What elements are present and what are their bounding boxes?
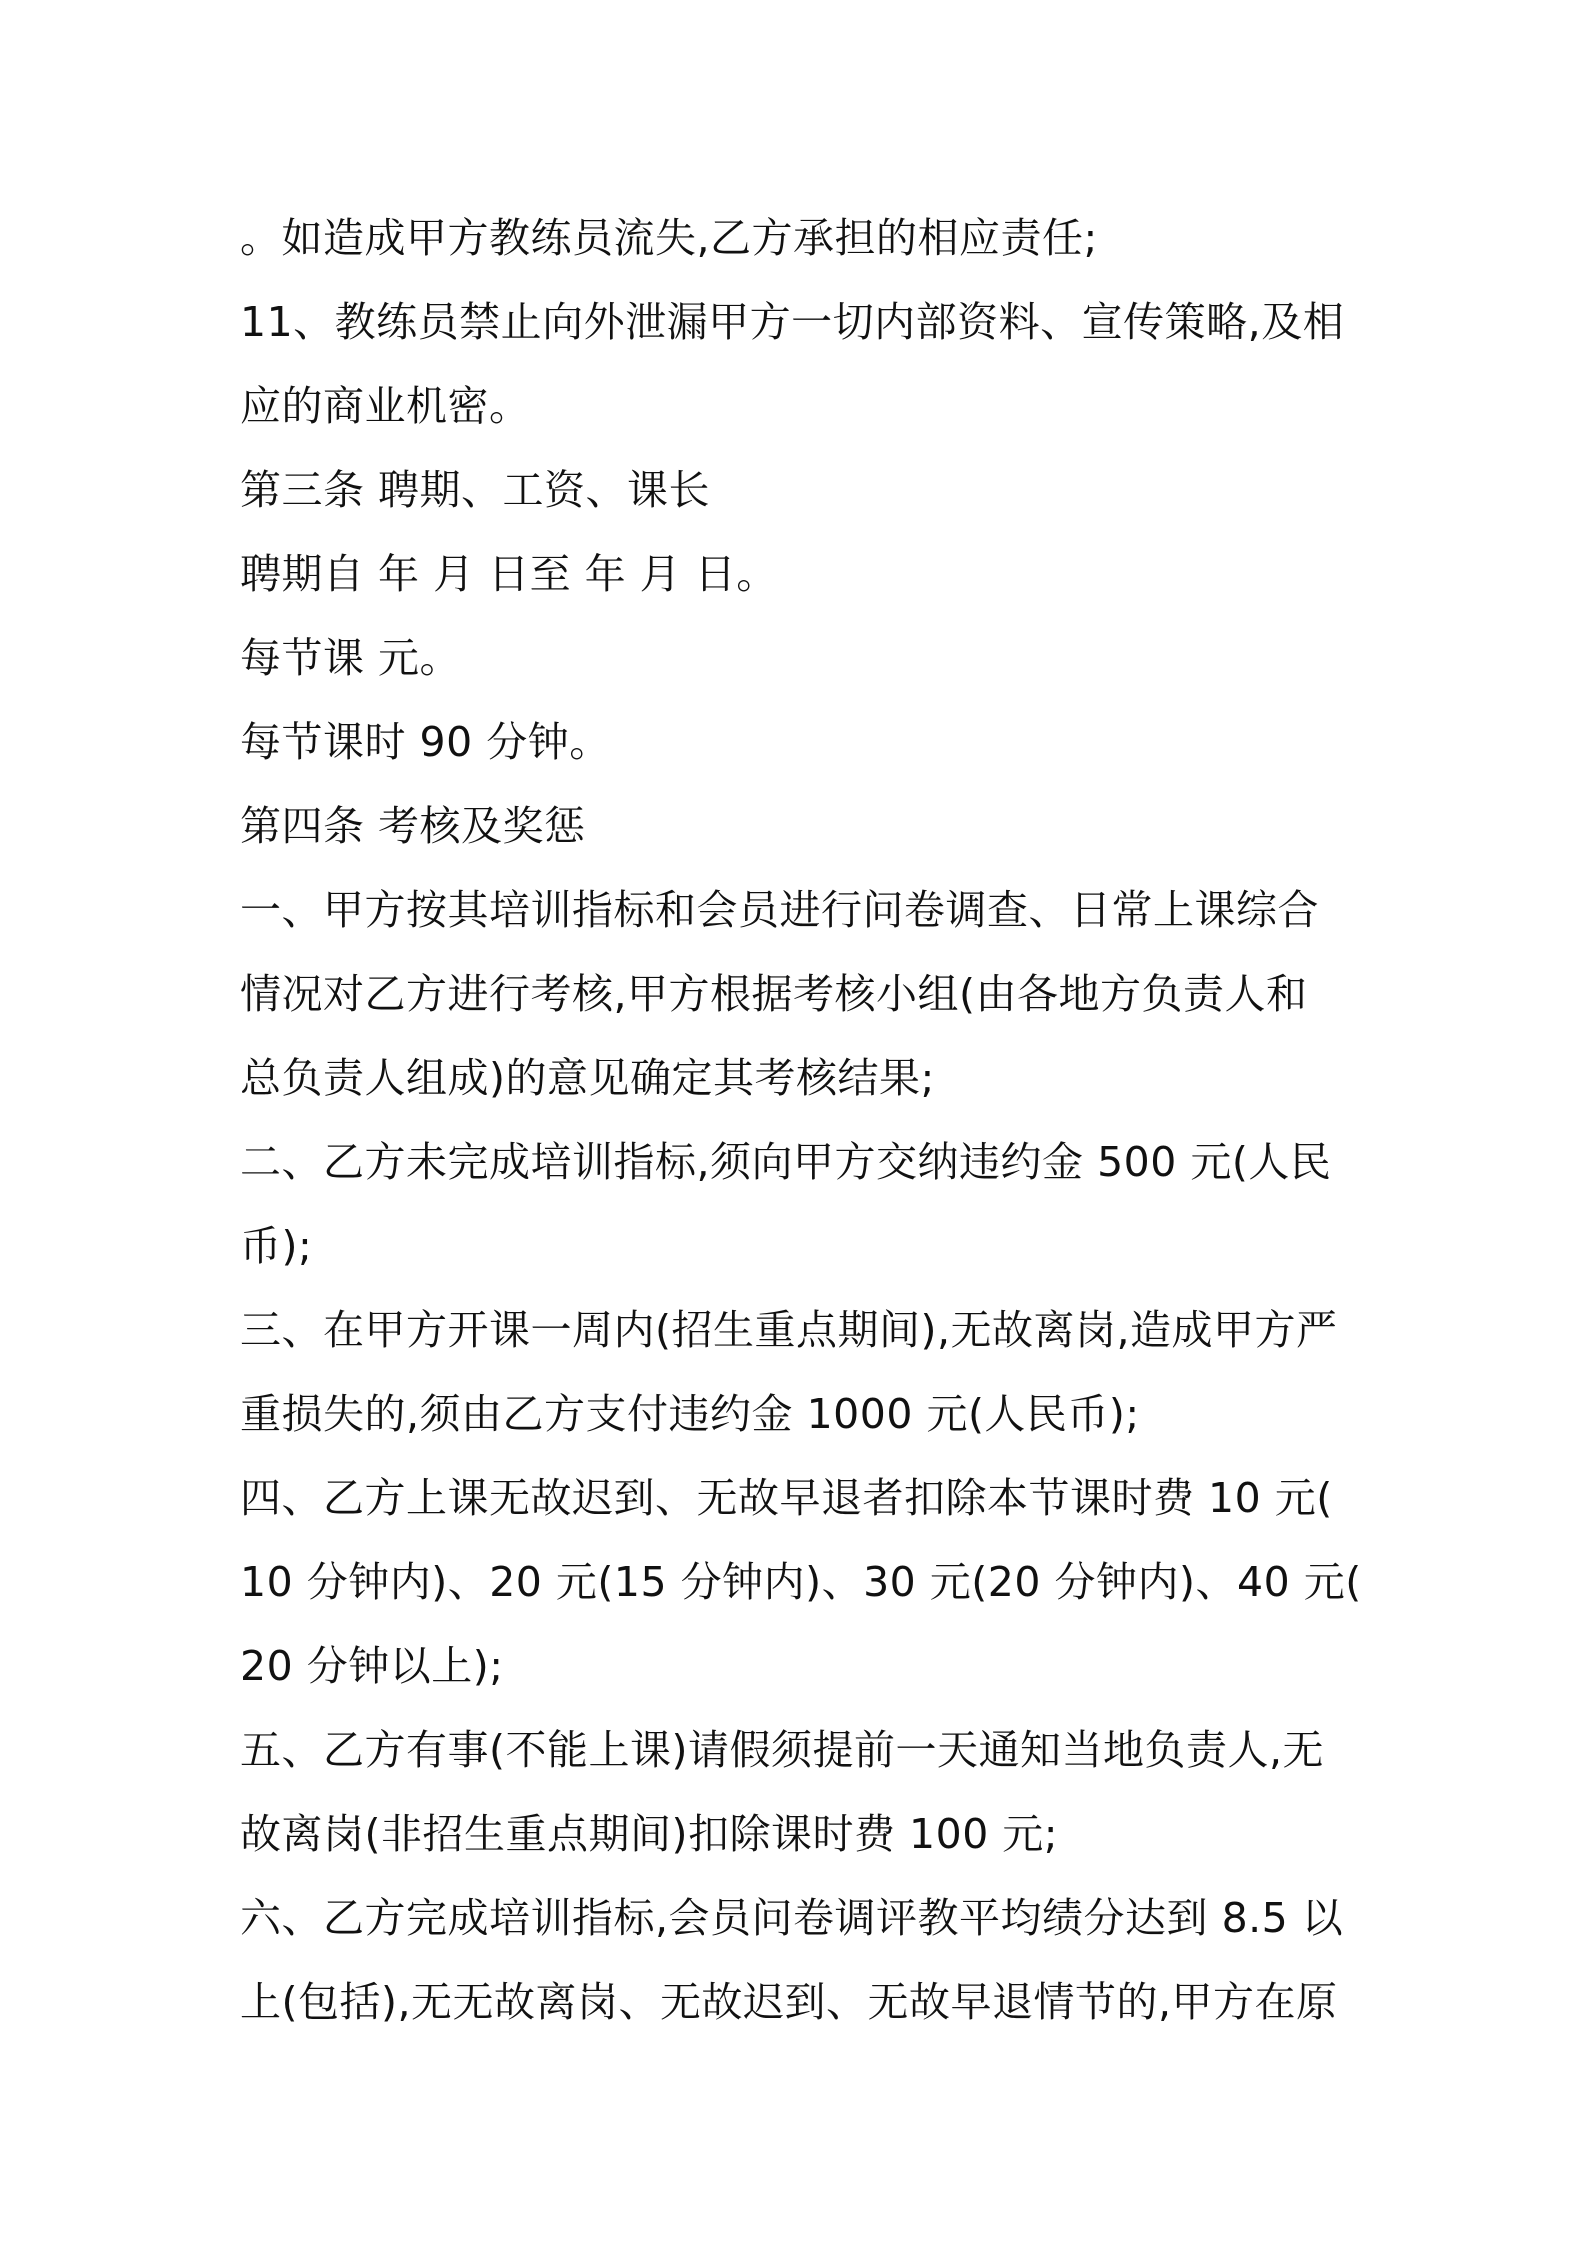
section-heading: 第四条 考核及奖惩 bbox=[240, 802, 586, 850]
text-line: 六、乙方完成培训指标,会员问卷调评教平均绩分达到 8.5 以 bbox=[240, 1894, 1344, 1942]
text-line: 五、乙方有事(不能上课)请假须提前一天通知当地负责人,无 bbox=[240, 1726, 1325, 1774]
text-line: 故离岗(非招生重点期间)扣除课时费 100 元; bbox=[240, 1810, 1059, 1858]
text-line: 11、教练员禁止向外泄漏甲方一切内部资料、宣传策略,及相 bbox=[240, 298, 1345, 346]
text-line: 四、乙方上课无故迟到、无故早退者扣除本节课时费 10 元( bbox=[240, 1474, 1333, 1522]
text-line: 二、乙方未完成培训指标,须向甲方交纳违约金 500 元(人民 bbox=[240, 1138, 1332, 1186]
text-line: 情况对乙方进行考核,甲方根据考核小组(由各地方负责人和 bbox=[240, 970, 1308, 1018]
text-line: 应的商业机密。 bbox=[240, 382, 531, 430]
text-line: 上(包括),无无故离岗、无故迟到、无故早退情节的,甲方在原 bbox=[240, 1978, 1338, 2026]
document-body bbox=[240, 196, 1360, 2044]
text-line: 聘期自 年 月 日至 年 月 日。 bbox=[240, 550, 778, 598]
text-line: 20 分钟以上); bbox=[240, 1642, 504, 1690]
text-line: 币); bbox=[240, 1222, 313, 1270]
text-line: 总负责人组成)的意见确定其考核结果; bbox=[240, 1054, 935, 1102]
text-line: 一、甲方按其培训指标和会员进行问卷调查、日常上课综合 bbox=[240, 886, 1319, 934]
text-line: 10 分钟内)、20 元(15 分钟内)、30 元(20 分钟内)、40 元( bbox=[240, 1558, 1362, 1606]
section-heading: 第三条 聘期、工资、课长 bbox=[240, 466, 711, 514]
text-line: 三、在甲方开课一周内(招生重点期间),无故离岗,造成甲方严 bbox=[240, 1306, 1338, 1354]
text-line: 每节课时 90 分钟。 bbox=[240, 718, 611, 766]
text-line: 。如造成甲方教练员流失,乙方承担的相应责任; bbox=[240, 214, 1098, 262]
text-line: 每节课 元。 bbox=[240, 634, 462, 682]
text-line: 重损失的,须由乙方支付违约金 1000 元(人民币); bbox=[240, 1390, 1140, 1438]
